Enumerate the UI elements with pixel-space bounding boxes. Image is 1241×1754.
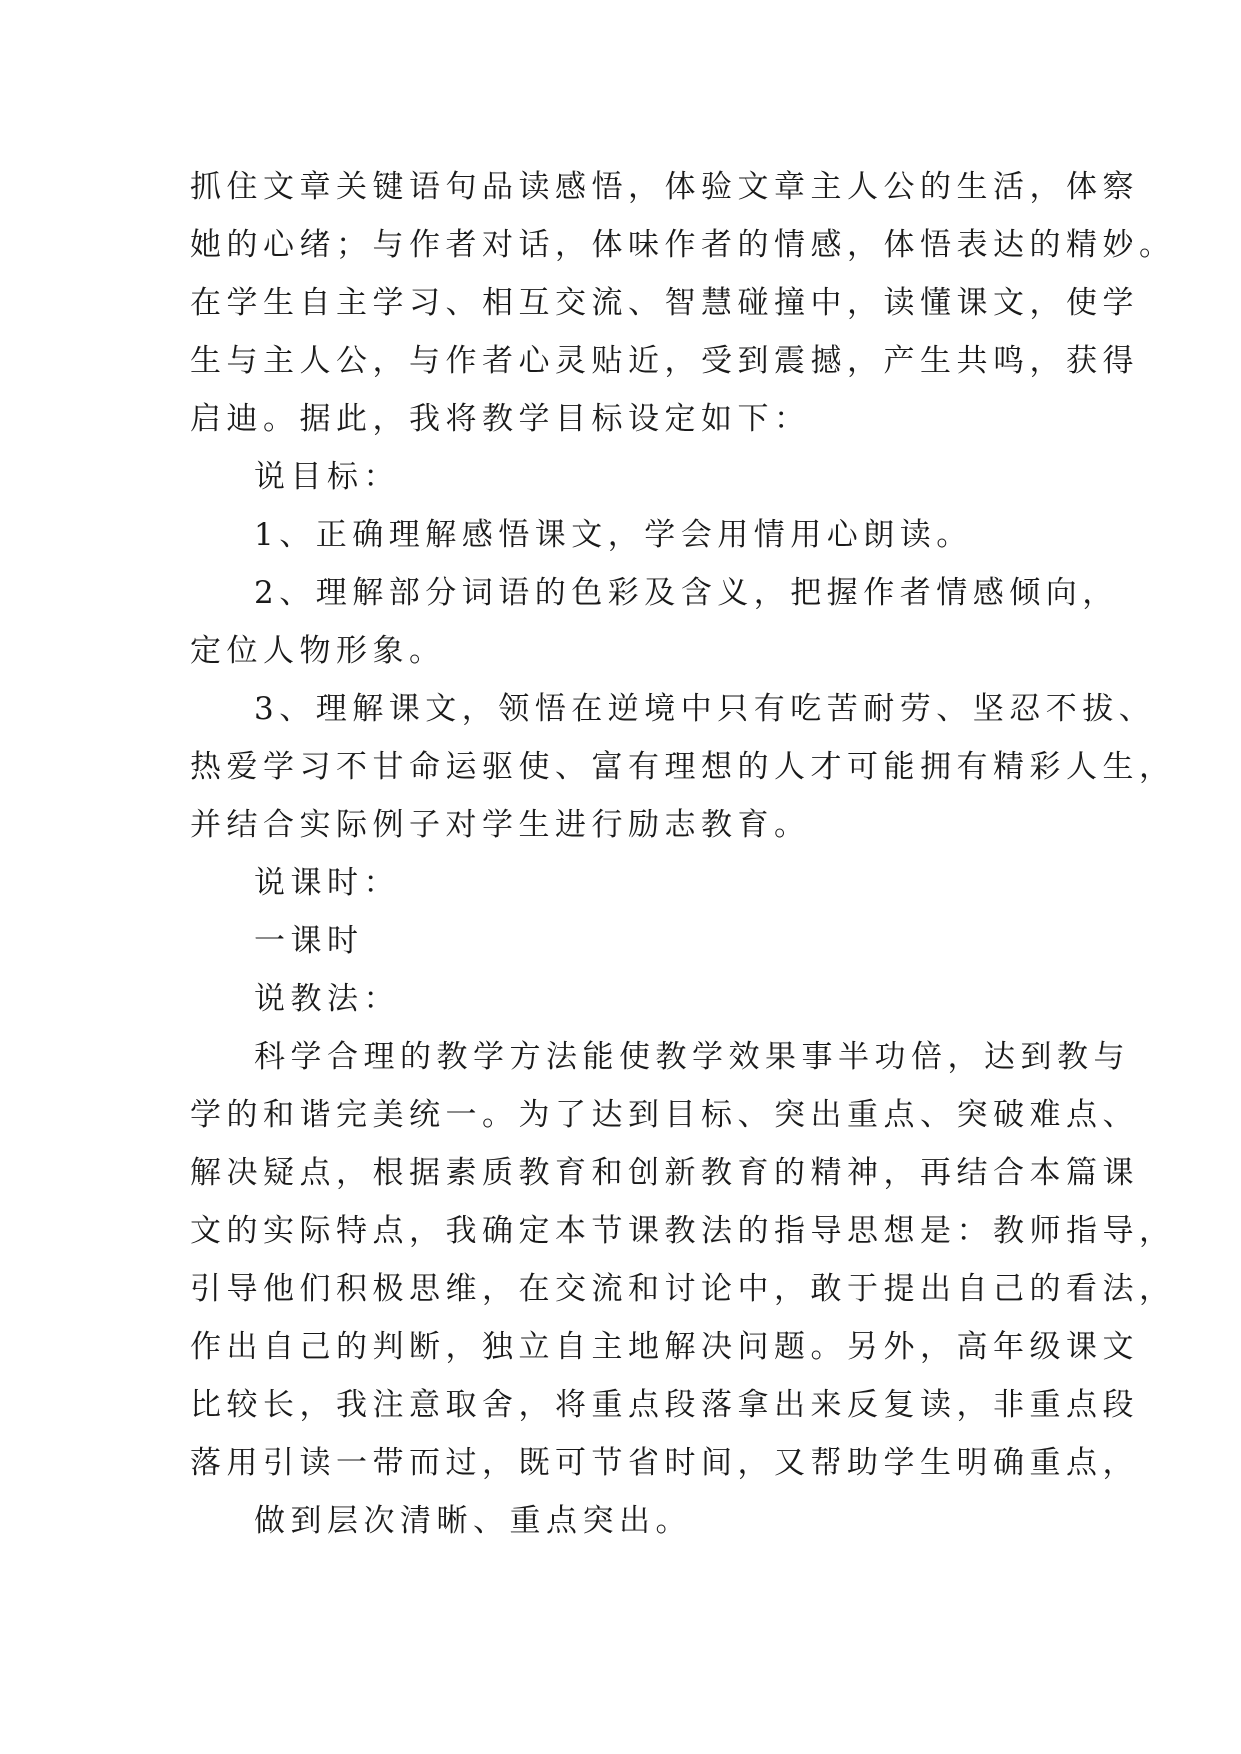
text-line: 启迪。据此，我将教学目标设定如下： (190, 401, 811, 437)
text-line: 她的心绪；与作者对话，体味作者的情感，体悟表达的精妙。 (190, 227, 1176, 263)
objective-item-3: 3、理解课文，领悟在逆境中只有吃苦耐劳、坚忍不拔、 (254, 691, 1156, 727)
text-line: 并结合实际例子对学生进行励志教育。 (190, 807, 811, 843)
text-line: 科学合理的教学方法能使教学效果事半功倍，达到教与 (254, 1039, 1130, 1075)
text-line: 落用引读一带而过，既可节省时间，又帮助学生明确重点， (190, 1445, 1139, 1481)
objective-item-2: 2、理解部分词语的色彩及含义，把握作者情感倾向， (254, 575, 1119, 611)
text-line: 解决疑点，根据素质教育和创新教育的精神，再结合本篇课 (190, 1155, 1139, 1191)
section-heading-objectives: 说目标： (254, 459, 400, 495)
text-line: 学的和谐完美统一。为了达到目标、突出重点、突破难点、 (190, 1097, 1139, 1133)
text-line: 抓住文章关键语句品读感悟，体验文章主人公的生活，体察 (190, 169, 1139, 205)
class-hours-value: 一课时 (254, 923, 364, 959)
objective-item-1: 1、正确理解感悟课文，学会用情用心朗读。 (254, 517, 973, 553)
text-line: 热爱学习不甘命运驱使、富有理想的人才可能拥有精彩人生， (190, 749, 1176, 785)
document-page (190, 158, 1176, 1550)
text-line: 定位人物形象。 (190, 633, 446, 669)
text-line: 比较长，我注意取舍，将重点段落拿出来反复读，非重点段 (190, 1387, 1139, 1423)
text-line: 引导他们积极思维，在交流和讨论中，敢于提出自己的看法， (190, 1271, 1176, 1307)
text-line: 做到层次清晰、重点突出。 (254, 1503, 692, 1539)
text-line: 生与主人公，与作者心灵贴近，受到震撼，产生共鸣，获得 (190, 343, 1139, 379)
text-line: 文的实际特点，我确定本节课教法的指导思想是：教师指导， (190, 1213, 1176, 1249)
text-line: 作出自己的判断，独立自主地解决问题。另外，高年级课文 (190, 1329, 1139, 1365)
section-heading-teaching-methods: 说教法： (254, 981, 400, 1017)
text-line: 在学生自主学习、相互交流、智慧碰撞中，读懂课文，使学 (190, 285, 1139, 321)
section-heading-class-hours: 说课时： (254, 865, 400, 901)
